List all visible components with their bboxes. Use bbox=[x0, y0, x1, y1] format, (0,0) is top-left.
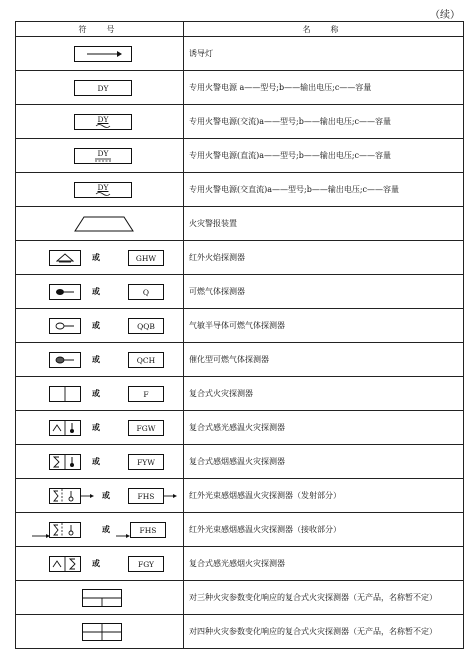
symbol-code: F bbox=[143, 389, 149, 399]
guide-light-symbol bbox=[74, 46, 132, 62]
light-smoke-detector-symbol bbox=[49, 556, 81, 572]
table-row bbox=[16, 207, 464, 241]
row-name: 专用火警电源(交流)a——型号;b——输出电压;c——容量 bbox=[184, 105, 464, 139]
row-name: 复合式火灾探测器 bbox=[184, 377, 464, 411]
emit-arrow-icon bbox=[80, 493, 94, 499]
light-smoke-icon bbox=[50, 557, 80, 571]
table-row bbox=[16, 241, 464, 275]
header-symbol: 符 号 bbox=[16, 22, 184, 37]
row-name: 红外光束感烟感温火灾探测器（接收部分） bbox=[184, 513, 464, 547]
table-row bbox=[16, 309, 464, 343]
symbol-code: DY bbox=[97, 83, 109, 93]
symbol-code: DY bbox=[97, 149, 109, 158]
detector-code-box bbox=[128, 420, 164, 436]
table-header bbox=[16, 22, 464, 37]
table-row bbox=[16, 343, 464, 377]
or-text: 或 bbox=[92, 320, 100, 330]
symbol-code: Q bbox=[142, 287, 150, 297]
row-name: 诱导灯 bbox=[184, 37, 464, 71]
symbol-table bbox=[15, 21, 464, 649]
gas-probe-icon bbox=[55, 288, 75, 296]
receive-arrow-icon bbox=[32, 533, 50, 539]
table-row bbox=[16, 513, 464, 547]
semiconductor-gas-detector-symbol bbox=[49, 318, 81, 334]
light-heat-detector-symbol bbox=[49, 420, 81, 436]
detector-code-box bbox=[128, 488, 164, 504]
or-text: 或 bbox=[92, 388, 100, 398]
or-text: 或 bbox=[92, 354, 100, 364]
row-name: 可燃气体探测器 bbox=[184, 275, 464, 309]
light-heat-icon bbox=[50, 421, 80, 435]
power-source-dc-symbol bbox=[74, 148, 132, 164]
row-name: 对三种火灾参数变化响应的复合式火灾探测器（无产品，名称暂不定） bbox=[184, 581, 464, 615]
table-row bbox=[16, 479, 464, 513]
or-text: 或 bbox=[92, 558, 100, 568]
header-name: 名 称 bbox=[184, 22, 464, 37]
infrared-flame-detector-symbol bbox=[49, 250, 81, 266]
table-row bbox=[16, 173, 464, 207]
row-name: 对四种火灾参数变化响应的复合式火灾探测器（无产品，名称暂不定） bbox=[184, 615, 464, 649]
catalytic-gas-detector-symbol bbox=[49, 352, 81, 368]
symbol-code: QCH bbox=[136, 355, 156, 365]
row-name: 专用火警电源(直流)a——型号;b——输出电压;c——容量 bbox=[184, 139, 464, 173]
symbol-code: FGY bbox=[137, 559, 154, 569]
symbol-code: DY bbox=[97, 115, 109, 124]
row-name: 红外火焰探测器 bbox=[184, 241, 464, 275]
symbol-code: FHS bbox=[139, 525, 157, 535]
or-text: 或 bbox=[102, 490, 110, 500]
table-row bbox=[16, 547, 464, 581]
four-parameter-detector-symbol bbox=[82, 623, 122, 641]
row-name: 复合式感光感烟火灾探测器 bbox=[184, 547, 464, 581]
table-row bbox=[16, 71, 464, 105]
three-parameter-detector-symbol bbox=[82, 589, 122, 607]
power-source-symbol bbox=[74, 80, 132, 96]
arrow-right-icon bbox=[83, 49, 123, 59]
row-name: 专用火警电源(交直流)a——型号;b——输出电压;c——容量 bbox=[184, 173, 464, 207]
beam-emitter-symbol bbox=[49, 488, 81, 504]
or-text: 或 bbox=[92, 422, 100, 432]
composite-detector-symbol bbox=[49, 386, 81, 402]
table-row bbox=[16, 411, 464, 445]
row-name: 复合式感光感温火灾探测器 bbox=[184, 411, 464, 445]
or-text: 或 bbox=[92, 286, 100, 296]
table-row bbox=[16, 445, 464, 479]
row-name: 火灾警报装置 bbox=[184, 207, 464, 241]
four-cell-grid-icon bbox=[83, 624, 121, 640]
detector-code-box bbox=[128, 284, 164, 300]
gas-detector-symbol bbox=[49, 284, 81, 300]
three-cell-grid-icon bbox=[83, 590, 121, 606]
dc-line-icon bbox=[94, 158, 112, 162]
smoke-heat-detector-symbol bbox=[49, 454, 81, 470]
row-name: 红外光束感烟感温火灾探测器（发射部分） bbox=[184, 479, 464, 513]
row-name: 催化型可燃气体探测器 bbox=[184, 343, 464, 377]
detector-code-box bbox=[128, 318, 164, 334]
symbol-code: QQB bbox=[137, 321, 155, 331]
detector-code-box bbox=[128, 386, 164, 402]
symbol-code: FGW bbox=[136, 423, 156, 433]
table-row bbox=[16, 275, 464, 309]
row-name: 专用火警电源 a——型号;b——输出电压;c——容量 bbox=[184, 71, 464, 105]
table-row bbox=[16, 105, 464, 139]
receive-arrow-icon bbox=[116, 533, 130, 539]
gas-probe-icon bbox=[55, 322, 75, 330]
table-row bbox=[16, 37, 464, 71]
emit-arrow-icon bbox=[163, 493, 177, 499]
detector-code-box bbox=[128, 556, 164, 572]
acdc-wave-icon bbox=[95, 192, 111, 196]
detector-code-box bbox=[128, 352, 164, 368]
power-source-acdc-symbol bbox=[74, 182, 132, 198]
beam-emit-icon bbox=[50, 489, 80, 503]
detector-code-box bbox=[130, 522, 166, 538]
symbol-code: DY bbox=[97, 183, 109, 192]
table-row bbox=[16, 615, 464, 649]
table-row bbox=[16, 139, 464, 173]
power-source-ac-symbol bbox=[74, 114, 132, 130]
row-name: 气敏半导体可燃气体探测器 bbox=[184, 309, 464, 343]
or-text: 或 bbox=[92, 456, 100, 466]
beam-receiver-symbol bbox=[49, 522, 81, 538]
detector-code-box bbox=[128, 250, 164, 266]
detector-code-box bbox=[128, 454, 164, 470]
flame-triangle-icon bbox=[56, 253, 74, 263]
gas-probe-icon bbox=[55, 356, 75, 364]
split-box-icon bbox=[50, 387, 80, 401]
smoke-heat-icon bbox=[50, 455, 80, 469]
symbol-code: FYW bbox=[137, 457, 155, 467]
continued-label: （续） bbox=[430, 10, 460, 21]
ac-wave-icon bbox=[95, 124, 111, 128]
symbol-code: GHW bbox=[135, 253, 157, 263]
beam-receive-icon bbox=[50, 523, 80, 537]
symbol-code: FHS bbox=[137, 491, 155, 501]
row-name: 复合式感烟感温火灾探测器 bbox=[184, 445, 464, 479]
or-text: 或 bbox=[102, 524, 110, 534]
alarm-device-icon bbox=[74, 216, 134, 232]
or-text: 或 bbox=[92, 252, 100, 262]
table-row bbox=[16, 377, 464, 411]
table-row bbox=[16, 581, 464, 615]
